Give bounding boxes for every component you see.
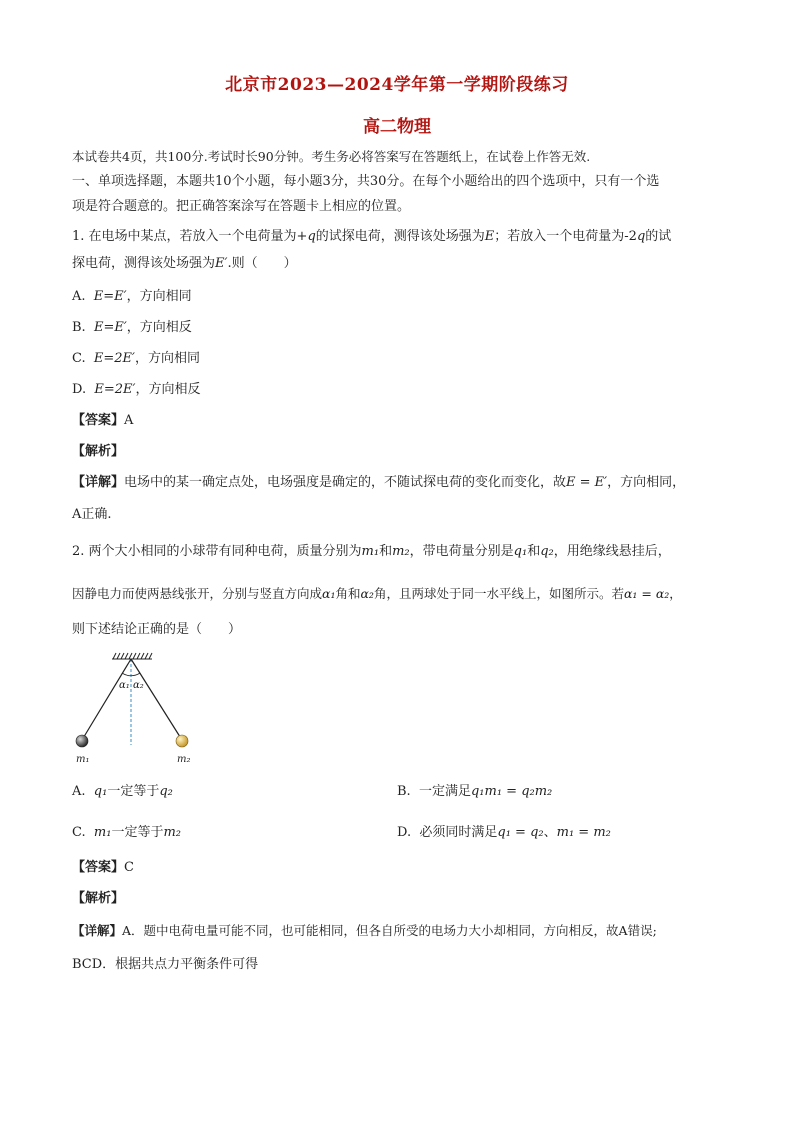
q1-option-b[interactable] (72, 319, 192, 337)
answer-value: A (124, 413, 134, 428)
option-letter: A. (72, 289, 86, 304)
left-string (82, 659, 131, 740)
detail-tag: 【详解】 (72, 923, 123, 938)
ball-m1 (76, 735, 88, 747)
label-m1: m₁ (76, 754, 90, 765)
option-text: ，方向相同 (135, 351, 201, 366)
q2-stem-text: ，用绝缘线悬挂后， (553, 544, 671, 559)
q1-stem-line-2 (72, 255, 297, 273)
q2-var-alpha1: α₁ (322, 586, 336, 601)
option-formula: E=E′ (93, 320, 127, 335)
q1-stem-text: 1. 在电场中某点，若放入一个电荷量为+ (72, 229, 308, 244)
option-letter: B. (72, 320, 86, 335)
option-text: 一定等于 (111, 825, 164, 840)
q1-analysis-tag (72, 443, 124, 461)
q1-stem-text: ；若放入一个电荷量为-2 (494, 229, 637, 244)
q1-option-c[interactable] (72, 350, 200, 368)
detail-tag: 【详解】 (72, 475, 125, 490)
option-formula: q₂ (159, 784, 173, 799)
pendulum-figure (70, 650, 200, 770)
q2-stem-text: 和 (527, 544, 541, 559)
option-letter: B. (397, 784, 411, 799)
q1-answer (72, 412, 133, 430)
answer-tag: 【答案】 (72, 413, 125, 428)
option-formula: q₁ = q₂ (497, 825, 544, 840)
q2-stem-line-1 (72, 543, 671, 561)
intro-line-3: 项是符合题意的。把正确答案涂写在答题卡上相应的位置。 (72, 199, 411, 214)
answer-tag: 【答案】 (72, 860, 125, 875)
q2-stem-text: ， (669, 586, 682, 601)
q1-stem-text: 的试探电荷，测得该处场强为 (315, 229, 485, 244)
option-formula: m₁ = m₂ (556, 825, 611, 840)
label-alpha2: α₂ (133, 680, 144, 691)
q1-var-q: q (636, 229, 646, 244)
q1-option-a[interactable] (72, 288, 192, 306)
q2-stem-line-3: 则下述结论正确的是（ ） (72, 622, 242, 637)
q1-stem-text: 的试 (645, 229, 672, 244)
exam-title: 北京市2023—2024学年第一学期阶段练习 (225, 75, 569, 95)
option-text: 必须同时满足 (419, 825, 498, 840)
ball-m2 (176, 735, 188, 747)
option-formula: m₂ (163, 825, 181, 840)
option-formula: E=2E′ (94, 382, 136, 397)
option-formula: q₁ (93, 784, 108, 799)
detail-text: A．题中电荷电量可能不同，也可能相同，但各自所受的电场力大小却相同，方向相反，故A错误; (122, 923, 657, 938)
detail-formula: E = E′ (566, 475, 608, 490)
option-letter: C. (72, 825, 86, 840)
q2-stem-text: 和 (379, 544, 393, 559)
q2-option-b[interactable] (397, 783, 552, 801)
analysis-tag: 【解析】 (72, 891, 125, 906)
option-text: ，方向相同 (126, 289, 192, 304)
intro-line-2: 一、单项选择题，本题共10个小题，每小题3分，共30分。在每个小题给出的四个选项中，只有一个选 (72, 174, 660, 189)
q1-stem-text: 探电荷，测得该处场强为 (72, 256, 216, 271)
detail-text: ，方向相同， (607, 475, 686, 490)
q2-stem-text: 角和 (335, 586, 361, 601)
q2-detail-line-1 (72, 922, 657, 940)
q1-var-E-prime: E′ (215, 256, 228, 271)
option-letter: A. (72, 784, 86, 799)
q2-var-m1: m₁ (361, 544, 380, 559)
q1-detail-line-1 (72, 474, 685, 492)
q2-var-m2: m₂ (392, 544, 410, 559)
ceiling-hatch (112, 653, 152, 659)
q2-answer (72, 859, 134, 877)
q2-detail-line-2: BCD．根据共点力平衡条件可得 (72, 957, 259, 972)
q2-var-q1: q₁ (513, 544, 528, 559)
q2-var-q2: q₂ (540, 544, 554, 559)
option-text: 、 (543, 825, 557, 840)
q1-detail-line-2: A正确. (72, 507, 112, 522)
subject-title: 高二物理 (363, 117, 431, 137)
q2-stem-text: 因静电力而使两悬线张开，分别与竖直方向成 (72, 586, 323, 601)
q2-condition: α₁ = α₂ (623, 586, 670, 601)
right-string (131, 659, 182, 740)
answer-value: C (124, 860, 134, 875)
label-m2: m₂ (177, 754, 191, 765)
option-letter: C. (72, 351, 86, 366)
q2-stem-text: 2. 两个大小相同的小球带有同种电荷，质量分别为 (72, 544, 362, 559)
q1-var-q: q (307, 229, 316, 244)
option-formula: q₁m₁ = q₂m₂ (470, 784, 553, 799)
option-text: ，方向相反 (126, 320, 192, 335)
option-letter: D. (397, 825, 412, 840)
option-formula: E=2E′ (93, 351, 135, 366)
option-formula: m₁ (93, 825, 112, 840)
q2-option-c[interactable] (72, 824, 181, 842)
q2-analysis-tag (72, 890, 124, 908)
q2-stem-text: ，带电荷量分别是 (409, 544, 514, 559)
option-text: 一定满足 (418, 784, 471, 799)
q2-stem-text: 角，且两球处于同一水平线上，如图所示。若 (373, 586, 624, 601)
q2-stem-line-2 (72, 585, 682, 603)
q1-stem-text: .则（ ） (227, 256, 297, 271)
detail-text: 电场中的某一确定点处，电场强度是确定的，不随试探电荷的变化而变化，故 (124, 475, 567, 490)
intro-line-1: 本试卷共4页，共100分.考试时长90分钟。考生务必将答案写在答题纸上，在试卷上作答无效. (72, 149, 591, 164)
option-text: 一定等于 (107, 784, 160, 799)
option-letter: D. (72, 382, 87, 397)
q1-stem-line-1 (72, 228, 671, 246)
q2-var-alpha2: α₂ (360, 586, 374, 601)
q1-option-d[interactable] (72, 381, 200, 399)
q2-option-a[interactable] (72, 783, 173, 801)
option-formula: E=E′ (93, 289, 127, 304)
option-text: ，方向相反 (135, 382, 201, 397)
label-alpha1: α₁ (119, 680, 130, 691)
q2-option-d[interactable] (397, 824, 611, 842)
analysis-tag: 【解析】 (72, 444, 125, 459)
q1-var-E: E (484, 229, 495, 244)
